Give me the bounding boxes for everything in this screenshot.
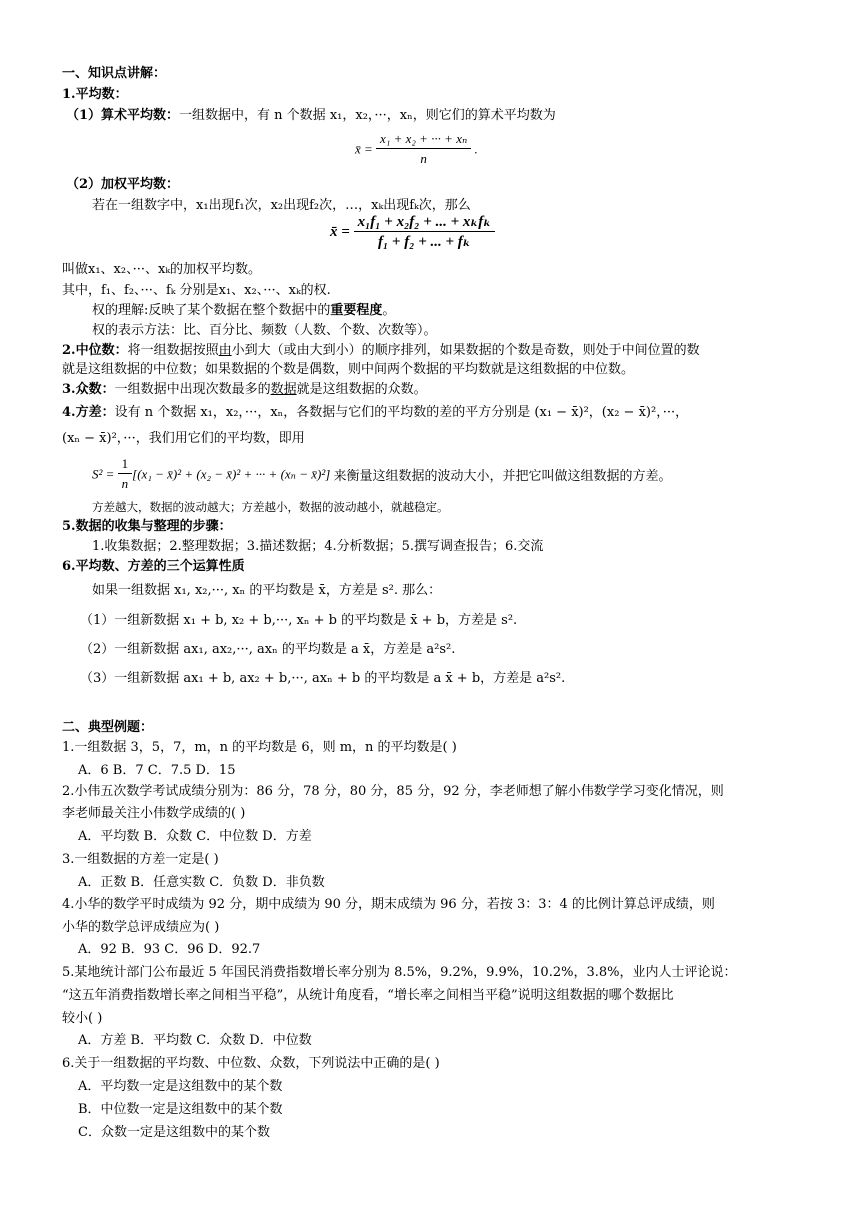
q1-stem: 1.一组数据 3，5，7，m，n 的平均数是 6，则 m，n 的平均数是( ) xyxy=(62,740,457,755)
variance-coefficient xyxy=(118,455,133,494)
median-line-1 xyxy=(62,342,700,360)
mean-heading: 1.平均数： xyxy=(62,87,128,102)
weighted-called-line: 叫做x₁、x₂、···、xₖ的加权平均数。 xyxy=(62,262,262,277)
arith-mean-text: 一组数据中，有 n 个数据 x₁，x₂，···，xₙ，则它们的算术平均数为 xyxy=(179,108,556,123)
mode-text-b: 就是这组数据的众数。 xyxy=(296,382,427,397)
q5-options: A．方差 B．平均数 C．众数 D．中位数 xyxy=(78,1033,312,1048)
variance-line-1 xyxy=(62,404,688,422)
section-1-title: 一、知识点讲解： xyxy=(62,66,167,81)
weighted-mean-text: 若在一组数字中，x₁出现f₁次，x₂出现f₂次，…，xₖ出现fₖ次，那么 xyxy=(92,198,471,213)
q6-stem: 6.关于一组数据的平均数、中位数、众数，下列说法中正确的是( ) xyxy=(62,1056,440,1071)
q6-option-c: C．众数一定是这组数中的某个数 xyxy=(78,1125,270,1140)
q6-option-a: A．平均数一定是这组数中的某个数 xyxy=(78,1079,283,1094)
arith-mean-label: （1）算术平均数： xyxy=(66,108,180,123)
arith-mean-line xyxy=(66,107,556,125)
mode-text-underlined: 数据 xyxy=(270,382,297,397)
q2-options: A．平均数 B．众数 C．中位数 D．方差 xyxy=(78,829,312,844)
variance-coef-denominator: n xyxy=(121,476,129,491)
q6-option-b: B．中位数一定是这组数中的某个数 xyxy=(78,1102,283,1117)
variance-lhs: S² = xyxy=(92,466,115,482)
q4-options: A．92 B．93 C．96 D．92.7 xyxy=(78,942,261,957)
median-text-underlined: 由 xyxy=(218,343,232,358)
q1-options: A．6 B．7 C．7.5 D．15 xyxy=(78,763,236,778)
props-heading: 6.平均数、方差的三个运算性质 xyxy=(62,559,245,574)
q2-stem-2: 李老师最关注小伟数学成绩的( ) xyxy=(62,806,246,821)
q2-stem-1: 2.小伟五次数学考试成绩分别为：86 分，78 分，80 分，85 分，92 分，李老师想了解小伟数学学习变化情况，则 xyxy=(62,784,724,799)
variance-line-2: (xₙ − x̄)²，···，我们用它们的平均数，即用 xyxy=(62,431,305,446)
variance-text-1: 设有 n 个数据 x₁，x₂，···，xₙ，各数据与它们的平均数的差的平方分别是 (x₁ − x̄)²，(x₂ − x̄)²，···， xyxy=(114,405,689,420)
variance-formula xyxy=(92,455,672,494)
q5-stem-3: 较小( ) xyxy=(62,1011,103,1026)
props-intro: 如果一组数据 x₁, x₂,···, xₙ 的平均数是 x̄，方差是 s². 那么： xyxy=(92,583,442,598)
q5-stem-1: 5.某地统计部门公布最近 5 年国民消费指数增长率分别为 8.5%，9.2%，9.9%，10.2%，3.8%，业内人士评论说： xyxy=(62,965,737,980)
weighted-fraction xyxy=(354,213,496,252)
steps-text: 1.收集数据；2.整理数据；3.描述数据；4.分析数据；5.撰写调查报告；6.交流 xyxy=(92,539,544,554)
prop-3: （3）一组新数据 ax₁ + b, ax₂ + b,···, axₙ + b 的平均数是 a x̄ + b，方差是 a²s². xyxy=(80,671,566,686)
median-text-b: 小到大（或由大到小）的顺序排列，如果数据的个数是奇数，则处于中间位置的数 xyxy=(231,343,700,358)
q3-options: A．正数 B．任意实数 C．负数 D．非负数 xyxy=(78,875,325,890)
variance-coef-numerator: 1 xyxy=(118,455,133,474)
arith-fraction xyxy=(376,130,471,169)
variance-note: 方差越大，数据的波动越大；方差越小，数据的波动越小，就越稳定。 xyxy=(92,500,449,514)
mode-text-a: 一组数据中出现次数最多的 xyxy=(114,382,271,397)
variance-heading: 4.方差： xyxy=(62,405,115,420)
arith-lhs: x̄ = xyxy=(355,141,373,157)
variance-body: [(x₁ − x̄)² + (x₂ − x̄)² + ··· + (xₙ − x̄)²] xyxy=(132,466,331,482)
arith-denominator: n xyxy=(420,151,427,166)
weighted-mean-formula xyxy=(330,213,495,252)
weighted-denominator: f₁ + f₂ + ... + fₖ xyxy=(377,234,471,250)
q4-stem-1: 4.小华的数学平时成绩为 92 分，期中成绩为 90 分，期末成绩为 96 分，若按 3：3：4 的比例计算总评成绩，则 xyxy=(62,897,715,912)
weight-understanding-line xyxy=(92,302,395,320)
median-line-2: 就是这组数据的中位数；如果数据的个数是偶数，则中间两个数据的平均数就是这组数据的中位数。 xyxy=(62,362,635,377)
median-text-a: 将一组数据按照 xyxy=(127,343,219,358)
q3-stem: 3.一组数据的方差一定是( ) xyxy=(62,852,219,867)
median-heading: 2.中位数： xyxy=(62,343,128,358)
variance-tail: 来衡量这组数据的波动大小，并把它叫做这组数据的方差。 xyxy=(333,469,672,484)
q5-stem-2: “这五年消费指数增长率之间相当平稳”，从统计角度看，“增长率之间相当平稳”说明这组数据的哪个数据比 xyxy=(62,988,674,1003)
weight-forms-line: 权的表示方法：比、百分比、频数（人数、个数、次数等）。 xyxy=(92,323,437,338)
weight-understanding-emphasis: 重要程度 xyxy=(330,303,383,318)
weighted-mean-label: （2）加权平均数： xyxy=(66,177,180,192)
arith-mean-formula: x̄ = $\frac{\text{x₁ + x₂ + ··· + xₙ}}{n}$ . xyxy=(355,130,478,169)
weighted-lhs: x̄ = xyxy=(330,224,350,240)
q4-stem-2: 小华的数学总评成绩应为( ) xyxy=(62,920,220,935)
weight-understanding-text: 权的理解:反映了某个数据在整个数据中的 xyxy=(92,303,331,318)
mode-line xyxy=(62,381,427,399)
arith-numerator: x₁ + x₂ + ··· + xₙ xyxy=(376,130,471,149)
steps-heading: 5.数据的收集与整理的步骤： xyxy=(62,519,232,534)
section-2-title: 二、典型例题： xyxy=(62,720,154,735)
weighted-numerator: x₁f₁ + x₂f₂ + ... + xₖfₖ xyxy=(354,213,496,232)
prop-2: （2）一组新数据 ax₁, ax₂,···, axₙ 的平均数是 a x̄，方差是 a²s². xyxy=(80,642,456,657)
prop-1: （1）一组新数据 x₁ + b, x₂ + b,···, xₙ + b 的平均数是 x̄ + b，方差是 s². xyxy=(80,613,518,628)
weighted-where-line: 其中，f₁、f₂、···、fₖ 分别是x₁、x₂、···、xₖ的权. xyxy=(62,283,331,298)
weight-understanding-end: 。 xyxy=(382,303,396,318)
mode-heading: 3.众数： xyxy=(62,382,115,397)
